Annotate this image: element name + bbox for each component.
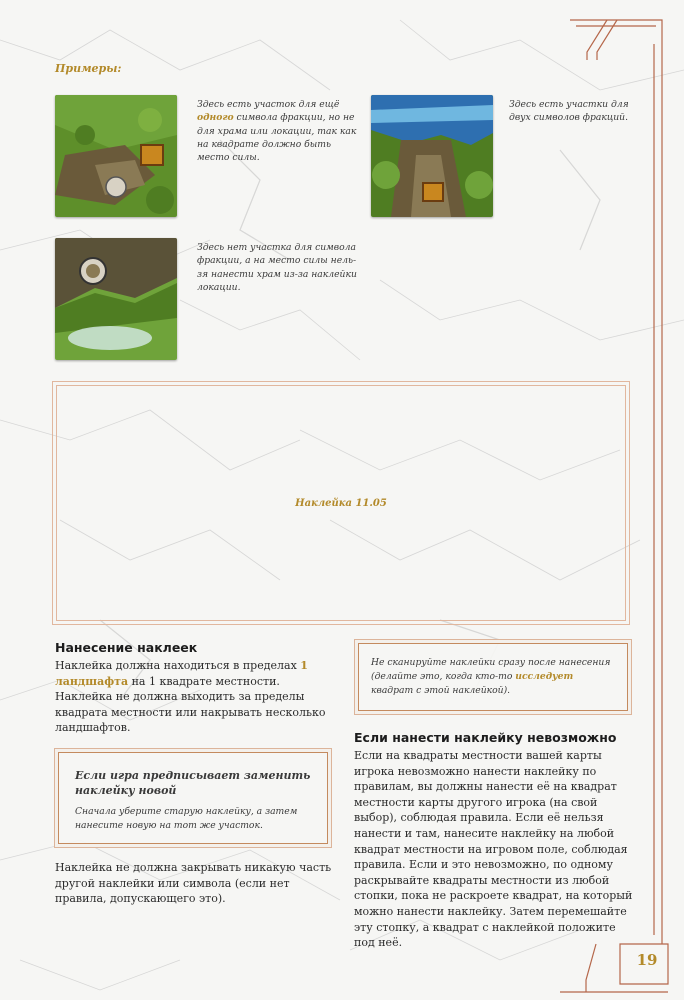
applying-heading: Нанесение наклеек xyxy=(55,640,198,655)
page-number: 19 xyxy=(636,951,658,969)
impossible-heading: Если нанести наклейку невозможно xyxy=(354,730,617,745)
scan-warning-callout xyxy=(358,643,628,711)
scan-callout-text: Не сканируйте наклейки сразу после нанесения (делайте это, когда кто-то исследует квадрат с этой наклейкой). xyxy=(371,657,611,696)
terrain-tile-example-3 xyxy=(55,238,177,360)
example-2-caption: Здесь есть участки для двух символов фракций. xyxy=(509,99,629,124)
examples-label: Примеры: xyxy=(55,62,122,75)
sticker-placement-area xyxy=(52,381,630,625)
replace-callout-text: Сначала уберите старую наклейку, а затем нанесите новую на тот же участок. xyxy=(75,805,298,831)
terrain-tile-example-1 xyxy=(55,95,177,217)
terrain-tile-example-2 xyxy=(371,95,493,217)
applying-paragraph-1: Наклейка должна находиться в пределах 1 ландшафта на 1 квадрате местности. Наклейка не должна выходить за пределы квадрата местности или накрывать несколько ландшафтов. xyxy=(55,659,326,735)
replace-sticker-callout xyxy=(58,752,328,844)
sticker-label: Наклейка 11.05 xyxy=(295,498,387,509)
example-1-caption: Здесь есть участок для ещё одного символа фракции, но не для храма или локации, так как на квадрате должно быть место силы. xyxy=(197,99,357,164)
replace-callout-title: Если игра предписывает заменить наклейку новой xyxy=(75,769,311,798)
example-3-caption: Здесь нет участка для символа фракции, а на место силы нель-зя нанести храм из-за наклейки локации. xyxy=(197,242,357,294)
applying-paragraph-2: Наклейка не должна закрывать никакую часть другой наклейки или символа (если нет правила, допускающего это). xyxy=(55,861,332,906)
impossible-paragraph: Если на квадраты местности вашей карты игрока невозможно нанести наклейку по правилам, вы должны нанести её на квадрат местности карты другого игрока (на свой выбор), соблюдая правила. Если её нельзя нанести и там, нанесите наклейку на любой квадрат местности на игровом поле, соблюдая правила. Если и это невозможно, по одному раскрывайте квадраты местности из любой стопки, пока не раскроете квадрат, на который можно нанести наклейку. Затем перемешайте эту стопку, а квадрат с наклейкой положите под неё. xyxy=(354,749,633,950)
